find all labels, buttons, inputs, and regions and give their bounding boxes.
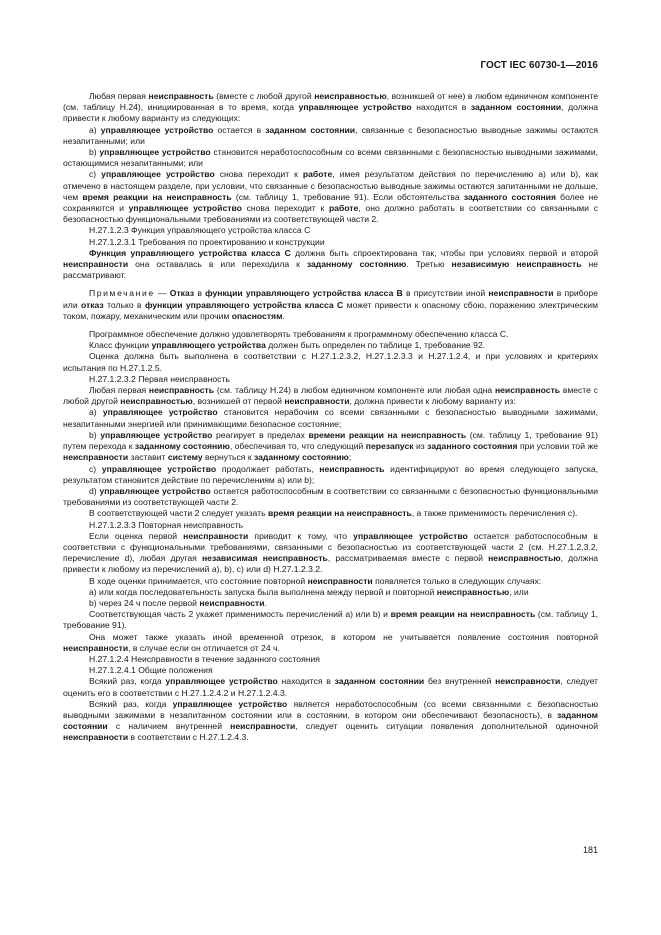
text-run: , связанные с безопасностью выводные зажимы остаются незапитанными; или	[63, 124, 598, 146]
paragraph	[63, 654, 598, 665]
text-run: при условии той же	[517, 441, 598, 452]
text-run: Н.27.1.2.3.3 Повторная неисправность	[89, 519, 244, 530]
text-run: (см. таблицу Н.24) в любом единичном компоненте или любая одна	[214, 385, 495, 396]
text-run: , следует оценить его в соответствии с Н.27.1.2.4.2 и Н.27.1.2.4.3.	[63, 676, 598, 698]
text-run: снова переходит к	[241, 203, 329, 214]
text-run: ;	[348, 452, 352, 463]
paragraph	[63, 340, 598, 351]
text-run: a) или когда последовательность запуска была выполнена между первой и повторной	[89, 586, 437, 597]
paragraph	[63, 598, 598, 609]
term-bold: неисправности	[495, 676, 561, 687]
text-run: . Третью	[406, 259, 452, 270]
text-run: в соответствии с Н.27.1.2.4.3.	[128, 732, 249, 743]
term-bold: систему	[167, 452, 203, 463]
text-run: , рассматриваемая вместе с первой	[327, 553, 489, 564]
paragraph	[63, 407, 598, 429]
text-run: Н.27.1.2.3.2 Первая неисправность	[89, 373, 230, 384]
paragraph	[63, 147, 598, 169]
term-bold: отказ	[81, 299, 104, 310]
text-run: Соответствующая часть 2 укажет применимость перечислений a) или b) и	[89, 609, 391, 620]
term-bold: неисправности	[183, 530, 249, 541]
text-run: c)	[89, 169, 102, 180]
term-bold: заданному состоянию	[134, 441, 230, 452]
text-run: является неработоспособным (со всеми связанными с безопасностью выводными зажимами в незапитанном состоянии или в состоянии, в котором они обеспечивают безопасность), в	[63, 698, 599, 720]
paragraph	[63, 248, 598, 282]
term-bold: управляющее устройство	[100, 124, 214, 135]
text-run: (см. таблицу 1, требование 91). Если обстоятельства	[231, 191, 464, 202]
term-bold: неисправности	[63, 452, 129, 463]
text-run: в присутствии иной	[402, 288, 489, 299]
term-bold: время реакции на неисправность	[267, 508, 412, 519]
term-bold: неисправности	[63, 642, 129, 653]
paragraph	[63, 520, 598, 531]
text-run: b)	[89, 147, 100, 158]
text-run: вернуться к	[202, 452, 254, 463]
term-bold: неисправность	[319, 463, 385, 474]
paragraph	[63, 587, 598, 598]
text-run: должен быть определен по таблице 1, требование 92.	[265, 340, 486, 351]
text-run: Всякий раз, когда	[89, 698, 173, 709]
text-run: , в случае если он отличается от 24 ч.	[128, 642, 280, 653]
term-bold: Отказ	[169, 288, 195, 299]
text-run: более не сохраняются и	[63, 191, 598, 214]
term-bold: управляющее устройство	[101, 169, 215, 180]
paragraph	[63, 699, 598, 744]
term-bold: времени реакции на неисправность	[308, 429, 467, 440]
paragraph	[63, 676, 598, 698]
term-bold: неисправности	[488, 288, 554, 299]
term-bold: неисправность	[494, 385, 561, 396]
term-bold: неисправности	[307, 575, 373, 586]
term-bold: работе	[328, 203, 359, 214]
term-bold: управляющее устройство	[99, 485, 211, 496]
text-run: d)	[89, 485, 100, 496]
term-bold: заданном состоянии	[470, 102, 562, 113]
text-run: Н.27.1.2.3.1 Требования по проектированию и конструкции	[89, 236, 325, 247]
text-run: в	[194, 288, 206, 299]
term-bold: неисправности	[63, 732, 129, 743]
term-bold: неисправность	[148, 91, 214, 101]
term-bold: управляющее устройство	[100, 429, 213, 440]
paragraph	[63, 632, 598, 654]
text-run: появляется только в следующих случаях:	[372, 575, 542, 586]
paragraph	[63, 531, 598, 576]
term-bold: заданного состояния	[427, 441, 518, 452]
text-run: .	[264, 597, 267, 608]
paragraph	[63, 609, 598, 631]
text-run: из	[413, 441, 428, 452]
text-run: , должна привести к любому варианту из следующих:	[63, 102, 599, 124]
term-bold: время реакции на неисправность	[82, 191, 232, 202]
text-run: Всякий раз, когда	[89, 676, 166, 687]
text-run: (см. таблицу 1, требование 91) путем перехода к	[63, 429, 598, 452]
text-run: остается в	[213, 124, 266, 135]
text-run: , должна привести к любому варианту из:	[349, 396, 516, 407]
term-bold: управляющее устройство	[165, 676, 278, 687]
text-run: Любая первая	[89, 91, 149, 101]
term-bold: заданном состоянии	[63, 709, 598, 732]
term-bold: независимая неисправность	[201, 553, 328, 564]
text-run: , следует оценить ситуации появления дополнительной одиночной	[295, 721, 598, 732]
text-run: Любая первая	[89, 385, 149, 396]
paragraph	[63, 576, 598, 587]
term-bold: неисправностью	[488, 553, 561, 564]
term-bold: функции управляющего устройства класса С	[144, 299, 344, 310]
text-run: остается работоспособным в соответствии с функциональными требованиями, связанными с безопасностью из соответствующей части 2 (см. Н.27.1.2.3.2, перечисление d), любая другая	[63, 530, 599, 564]
term-bold: перезапуск	[365, 441, 414, 452]
text-run: , или	[509, 586, 529, 597]
text-run: В соответствующей части 2 следует указать	[89, 508, 268, 519]
text-run: Н.27.1.2.4 Неисправности в течение заданного состояния	[89, 653, 320, 664]
page-number: 181	[582, 845, 598, 855]
text-run: a)	[89, 124, 101, 135]
text-run: Оценка должна быть выполнена в соответствии с Н.27.1.2.3.2, Н.27.1.2.3.3 и Н.27.1.2.4, и при условиях и критериях испытания по Н.27.1.2.5.	[63, 351, 598, 373]
text-run: идентифицируют во время следующего запуска, результатом становится действие по перечислениям a) или b);	[63, 463, 599, 485]
text-run: заставит	[128, 452, 168, 463]
text-run: только в	[103, 299, 145, 310]
paragraph	[63, 374, 598, 385]
paragraph	[63, 91, 598, 125]
term-bold: Функция управляющего устройства класса С	[89, 247, 291, 258]
term-bold: заданном состоянии	[265, 124, 356, 135]
paragraph	[63, 665, 598, 676]
text-run: в приборе или	[63, 288, 598, 310]
paragraph	[63, 351, 598, 373]
text-run: , возникшей от нее) в любом единичном компоненте (см. таблицу Н.24), инициированная в то время, когда	[63, 91, 598, 113]
term-bold: управляющее устройство	[298, 102, 412, 113]
text-run: .	[282, 310, 285, 321]
term-bold: неисправностью	[314, 91, 387, 101]
term-bold: управляющее устройство	[101, 463, 217, 474]
text-run: Если оценка первой	[89, 530, 184, 541]
term-bold: заданному состоянию	[253, 452, 349, 463]
term-bold: управляющее устройство	[128, 203, 242, 214]
term-bold: управляющее устройство	[102, 407, 218, 418]
paragraph	[63, 329, 598, 340]
text-run: , должна привести к любому из перечислений a), b), c) или d) Н.27.1.2.3.2.	[63, 553, 598, 575]
term-bold: функции управляющего устройства класса В	[205, 288, 403, 299]
text-run: вместе с любой другой	[63, 385, 598, 407]
text-run: Н.27.1.2.3 Функция управляющего устройства класса С	[89, 225, 311, 236]
term-bold: заданного состояния	[463, 191, 556, 202]
term-bold: управляющее устройство	[353, 530, 468, 541]
text-run: , а также применимость перечисления c).	[411, 508, 578, 519]
text-run: не рассматривают.	[63, 259, 598, 281]
text-run: продолжает работать,	[216, 463, 320, 474]
text-run: —	[154, 288, 170, 299]
text-run: без внутренней	[424, 676, 496, 687]
term-bold: неисправностью	[120, 396, 193, 407]
paragraph	[63, 237, 598, 248]
text-run: находится в	[411, 102, 471, 113]
text-run: , оно должно работать в соответствии со связанными с безопасностью функциональными требованиями из соответствующей части 2.	[63, 203, 598, 225]
text-run: должна быть спроектирована так, чтобы при условиях первой и второй	[290, 247, 599, 258]
term-bold: управляющее устройство	[172, 698, 288, 709]
text-run: реагирует в пределах	[212, 429, 309, 440]
text-run: становится нерабочим со всеми связанными с безопасностью выводными зажимами, незапитанными энергией или принимающими безопасное состояние;	[63, 407, 599, 429]
text-run: (см. таблицу 1, требование 91).	[63, 609, 599, 631]
text-run: она оставалась в или переходила к	[128, 259, 307, 270]
term-bold: заданному состоянию	[306, 259, 407, 270]
paragraph	[63, 508, 598, 519]
text-run: остается работоспособным в соответствии со связанными с безопасностью функциональными требованиями из соответствующей части 2.	[63, 485, 598, 508]
text-run: , обеспечивая то, что следующий	[229, 441, 366, 452]
text-run: может привести к опасному сбою, поражению электрическим током, пожару, механическим или прочим	[63, 299, 598, 321]
paragraph	[63, 430, 598, 464]
term-bold: неисправности	[230, 721, 296, 732]
term-bold: время реакции на неисправность	[390, 609, 536, 620]
term-bold: неисправности	[199, 597, 265, 608]
text-run: , возникшей от первой	[192, 396, 285, 407]
note-label: Примечание	[89, 288, 155, 299]
term-bold: опасностям	[231, 310, 283, 321]
text-run: Класс функции	[89, 340, 152, 351]
term-bold: неисправность	[148, 385, 215, 396]
text-run: находится в	[277, 676, 335, 687]
text-run: В ходе оценки принимается, что состояние повторной	[89, 575, 308, 586]
term-bold: работе	[302, 169, 333, 180]
term-bold: независимую неисправность	[451, 259, 582, 270]
standard-header: ГОСТ IEC 60730-1—2016	[480, 60, 598, 71]
paragraph	[63, 288, 598, 322]
document-body	[63, 91, 598, 744]
paragraph	[63, 385, 598, 407]
term-bold: неисправности	[63, 259, 129, 270]
text-run: приводит к тому, что	[248, 530, 354, 541]
term-bold: неисправности	[284, 396, 350, 407]
text-run: Программное обеспечение должно удовлетворять требованиям к программному обеспечению класса С.	[89, 329, 509, 340]
text-run: Н.27.1.2.4.1 Общие положения	[89, 665, 213, 676]
text-run: b) через 24 ч после первой	[89, 597, 200, 608]
term-bold: управляющее устройство	[99, 147, 211, 158]
text-run: с наличием внутренней	[107, 721, 231, 732]
text-run: снова переходит к	[214, 169, 303, 180]
paragraph	[63, 486, 598, 508]
text-run: b)	[89, 429, 101, 440]
paragraph	[63, 125, 598, 147]
text-run: a)	[89, 407, 103, 418]
paragraph-gap	[63, 281, 598, 288]
text-run: , имея результатом действия по перечислению a) или b), как отмечено в настоящем разделе, при условии, что связанные с безопасностью выводные зажимы остаются запитанными не дольше, чем	[63, 169, 599, 202]
paragraph	[63, 169, 598, 225]
paragraph	[63, 464, 598, 486]
paragraph	[63, 225, 598, 236]
text-run: Она может также указать иной временной отрезок, в котором не учитывается появление состояния повторной	[89, 631, 598, 642]
term-bold: управляющего устройства	[151, 340, 266, 351]
text-run: становится неработоспособным со всеми связанными с безопасностью выводными зажимами, остающимися незапитанными; или	[63, 147, 599, 169]
term-bold: заданном состоянии	[334, 676, 425, 687]
term-bold: неисправностью	[436, 586, 510, 597]
text-run: (вместе с любой другой	[213, 91, 315, 101]
text-run: c)	[89, 463, 102, 474]
paragraph-gap	[63, 322, 598, 329]
